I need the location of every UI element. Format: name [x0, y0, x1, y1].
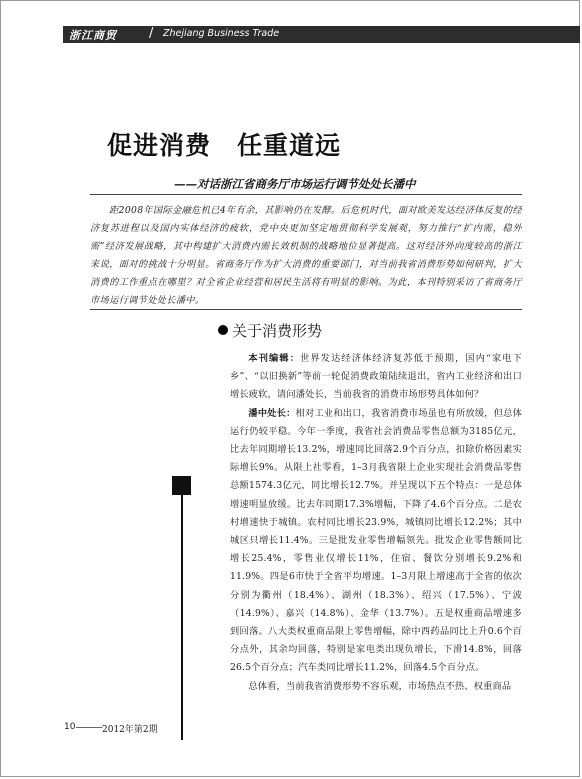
- tail-paragraph: 总体看，当前我省消费形势不容乐观，市场热点不热、权重商品: [248, 680, 512, 692]
- answer-speaker: 潘中处长：: [248, 407, 296, 419]
- magazine-name: 浙江商贸: [69, 29, 117, 42]
- section-heading: [218, 320, 322, 341]
- magazine-english-name: Zhejiang Business Trade: [163, 28, 280, 39]
- section-heading-text: 关于消费形势: [232, 322, 323, 340]
- question-text: 世界发达经济体经济复苏低于预期，国内“家电下乡”、“以旧换新”等前一轮促消费政策陆续退出，省内工业经济和出口增长疲软，请问潘处长，当前我省的消费市场形势具体如何？: [230, 353, 523, 401]
- bullet-icon: [218, 325, 228, 335]
- footer-rule: [76, 727, 102, 728]
- question-speaker: 本刊编辑：: [248, 353, 301, 364]
- decorative-square-icon: [172, 476, 191, 495]
- article-title: 促进消费 任重道远: [107, 131, 342, 160]
- intro-paragraph: 距2008年国际金融危机已4年有余，其影响仍在发酵。后危机时代，面对欧美发达经济体反复的经济复苏进程以及国内实体经济的疲软，党中央更加坚定地贯彻科学发展观，努力推行“扩内需，稳外需”经济发展战略，其中构建扩大消费内需长效机制的战略地位显著提高。这对经济外向度较高的浙江来说，面对的挑战十分明显。省商务厅作为扩大消费的重要部门，对当前我省消费形势如何研判，扩大消费的工作重点在哪里？对全省企业经营和居民生活将有明显的影响。为此，本刊特别采访了省商务厅市场运行调节处处长潘中。: [90, 205, 522, 306]
- issue-label: 2012年第2期: [102, 725, 158, 735]
- decorative-vertical-line: [181, 495, 183, 740]
- question-paragraph: [230, 350, 522, 405]
- page-number: 10: [64, 722, 76, 732]
- article-subtitle: ——对话浙江省商务厅市场运行调节处处长潘中: [174, 177, 416, 191]
- header-separator: /: [149, 26, 154, 41]
- magazine-header: [63, 26, 580, 43]
- article-body: [230, 350, 522, 696]
- intro-box: [90, 194, 522, 310]
- answer-paragraph: [230, 405, 522, 678]
- answer-text: 相对工业和出口，我省消费市场虽也有所放缓，但总体运行仍较平稳。今年一季度，我省社会消费品零售总额为3185亿元，比去年同期增长13.2%，增速同比回落2.9个百分点，扣除价格因素实际增长9%。从限上社零看，1–3月我省限上企业实现社会消费品零售总额1574.3亿元，同比增长12.7%。并呈现以下五个特点：一是总体增速明显放缓。比去年同期17.3%增幅，下降了4.6个百分点。二是农村增速快于城镇。农村同比增长23.9%，城镇同比增长12.2%；其中城区只增长11.4%。三是批发业零售增幅领先。批发企业零售额同比增长25.4%，零售业仅增长11%，住宿、餐饮分别增长9.2%和11.9%。四是6市快于全省平均增速。1–3月限上增速高于全省的依次分别为衢州（18.4%）、湖州（18.3%）、绍兴（17.5%）、宁波（14.9%）、嘉兴（14.8%）、金华（13.7%）。五是权重商品增速多到回落。八大类权重商品限上零售增幅，除中西药品同比上升0.6个百分点外，其余均回落，特别是家电类出现负增长，下滑14.8%，回落26.5个百分点；汽车类同比增长11.2%，回落4.5个百分点。: [230, 407, 522, 674]
